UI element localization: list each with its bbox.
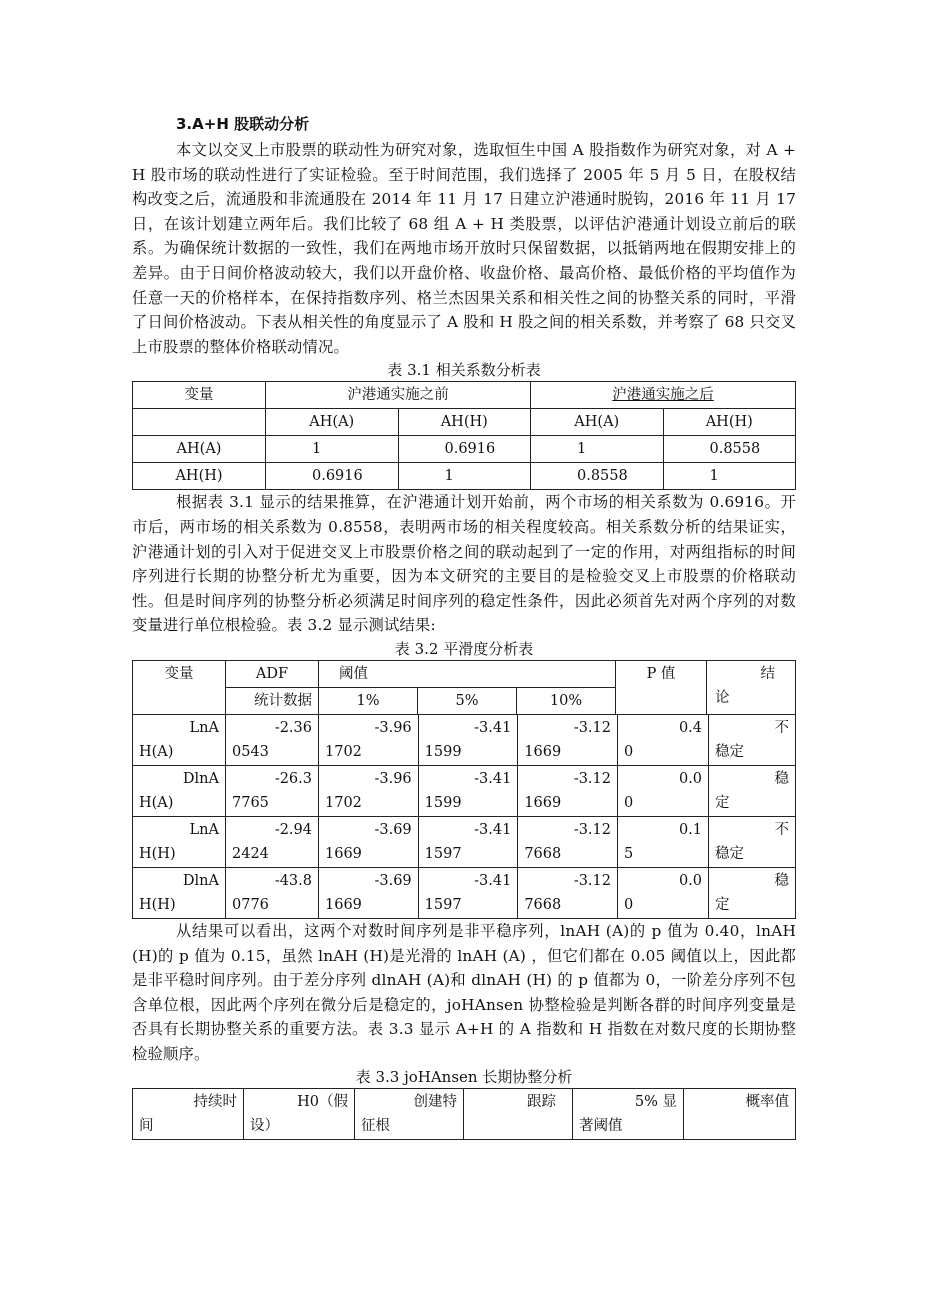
cell-line-top: -3.41	[474, 821, 512, 838]
table-cell	[133, 1089, 244, 1140]
table-cell: 1	[266, 436, 399, 463]
table-cell: 0.6916	[398, 436, 531, 463]
cell-line-top: 稳	[774, 770, 789, 787]
table-cell: 1	[398, 463, 531, 490]
cell-line: 间	[139, 1118, 154, 1135]
table-cell	[226, 765, 319, 816]
cell-line-top: -3.69	[374, 821, 412, 838]
table-cell	[684, 1089, 796, 1140]
cell-line: 概率值	[745, 1094, 789, 1111]
table-cell	[618, 714, 709, 765]
cell-line-top: -3.12	[573, 821, 611, 838]
table-cell: AH(A)	[133, 436, 266, 463]
header-conclusion-line1: 结	[760, 665, 775, 682]
cell-line-bottom: 1702	[325, 794, 362, 811]
table-cell	[709, 714, 796, 765]
table-cell	[418, 765, 518, 816]
header-threshold: 阈值	[319, 660, 616, 687]
cell-line-top: -3.69	[374, 872, 412, 889]
cell-line-bottom: 1669	[524, 743, 562, 760]
table-cell	[133, 409, 266, 436]
header-p: P 值	[616, 660, 707, 714]
table-cell: 1	[531, 436, 664, 463]
table-row	[133, 463, 796, 490]
table-row	[133, 660, 796, 687]
cell-line-bottom: H(H)	[139, 896, 176, 913]
table-row	[133, 1089, 796, 1140]
cell-line-top: 稳	[774, 872, 789, 889]
cell-line-bottom: H(A)	[139, 743, 174, 760]
table-row	[133, 409, 796, 436]
cell-line-bottom: 1669	[524, 794, 562, 811]
table-cell	[418, 867, 518, 918]
header-adf: ADF	[226, 660, 319, 687]
cell-line-bottom: 1702	[325, 743, 362, 760]
cell-line-top: 0.1	[678, 821, 702, 838]
cell-line-bottom: 1669	[325, 845, 362, 862]
cell-line-bottom: 0	[624, 743, 634, 760]
cell-line-bottom: 7668	[524, 896, 562, 913]
cell-line-bottom: 7668	[524, 845, 562, 862]
cell-line-bottom: 1597	[424, 845, 462, 862]
table-row	[133, 867, 796, 918]
table-cell	[133, 765, 226, 816]
table-cell	[709, 816, 796, 867]
paragraph-intro: 本文以交叉上市股票的联动性为研究对象，选取恒生中国 A 股指数作为研究对象，对 A + H 股市场的联动性进行了实证检验。至于时间范围，我们选择了 2005 年 5 月 5 日，在股权结构改变之后，流通股和非流通股在 2014 年 11 月 17 日建立沪港通时脱钩，2016 年 11 月 17 日，在该计划建立两年后。我们比较了 68 组 A + H 类股票，以评估沪港通计划设立前后的联系。为确保统计数据的一致性，我们在两地市场开放时只保留数据，以抵销两地在假期安排上的差异。由于日间价格波动较大，我们以开盘价格、收盘价格、最高价格、最低价格的平均值作为任意一天的价格样本，在保持指数序列、格兰杰因果关系和相关性之间的协整关系的同时，平滑了日间价格波动。下表从相关性的角度显示了 A 股和 H 股之间的相关系数，并考察了 68 只交叉上市股票的整体价格联动情况。	[132, 141, 796, 356]
cell-line-top: LnA	[189, 821, 219, 838]
table-cell	[573, 1089, 684, 1140]
table-cell	[319, 714, 419, 765]
header-before: 沪港通实施之前	[266, 382, 531, 409]
table-cell	[518, 714, 618, 765]
cell-line-bottom: 1599	[424, 743, 462, 760]
table1-caption: 表 3.1 相关系数分析表	[387, 361, 541, 380]
subheader-cell: AH(H)	[663, 409, 796, 436]
cell-line: 5% 显	[634, 1094, 677, 1111]
cell-line-bottom: 稳定	[715, 743, 744, 760]
table-cell	[464, 1089, 573, 1140]
cell-line-top: -43.8	[274, 872, 312, 889]
cell-line-bottom: H(H)	[139, 845, 176, 862]
cell-line: 著阈值	[579, 1118, 623, 1135]
cell-line-top: -26.3	[274, 770, 312, 787]
table-cell	[618, 765, 709, 816]
cell-line: 创建特	[413, 1094, 457, 1111]
cell-line-top: -3.12	[573, 770, 611, 787]
subheader-cell: AH(H)	[398, 409, 531, 436]
cell-line-top: 0.4	[678, 719, 702, 736]
table-cell	[226, 714, 319, 765]
correlation-table	[132, 381, 796, 490]
cell-line-top: 0.0	[678, 872, 702, 889]
cell-line-bottom: 5	[624, 845, 634, 862]
cell-line-bottom: 2424	[232, 845, 269, 862]
cell-line-bottom: 1669	[325, 896, 362, 913]
table-cell: AH(H)	[133, 463, 266, 490]
table-cell	[618, 816, 709, 867]
table2-caption: 表 3.2 平滑度分析表	[394, 639, 534, 658]
table-cell: 0.6916	[266, 463, 399, 490]
cell-line: 设）	[250, 1118, 279, 1135]
cell-line-top: DlnA	[182, 872, 219, 889]
table-row	[133, 714, 796, 765]
subheader-cell: AH(A)	[266, 409, 399, 436]
cell-line-top: 0.0	[678, 770, 702, 787]
table-cell	[418, 816, 518, 867]
cell-line-bottom: 0776	[232, 896, 269, 913]
header-1pct: 1%	[319, 687, 418, 714]
cell-line-bottom: 0	[624, 794, 634, 811]
subheader-cell: AH(A)	[531, 409, 664, 436]
cell-line-top: -3.96	[374, 719, 412, 736]
table-cell	[133, 867, 226, 918]
table3-caption: 表 3.3 joHAnsen 长期协整分析	[355, 1068, 573, 1087]
cell-line-top: 不	[774, 821, 789, 838]
cell-line-bottom: 定	[715, 794, 730, 811]
table-cell: 0.8558	[531, 463, 664, 490]
cell-line-bottom: 稳定	[715, 845, 744, 862]
cell-line-top: -2.94	[274, 821, 312, 838]
cell-line-bottom: H(A)	[139, 794, 174, 811]
table-cell	[133, 714, 226, 765]
cell-line-bottom: 1597	[424, 896, 462, 913]
table-cell	[244, 1089, 355, 1140]
table-cell	[319, 816, 419, 867]
header-5pct: 5%	[418, 687, 517, 714]
table-row	[133, 436, 796, 463]
table-cell	[133, 816, 226, 867]
table-cell	[355, 1089, 464, 1140]
table-cell	[618, 867, 709, 918]
cell-line-bottom: 7765	[232, 794, 269, 811]
header-adf-sub: 统计数据	[226, 687, 319, 714]
table-cell	[319, 765, 419, 816]
document-page	[132, 112, 796, 1140]
table-cell: 1	[663, 463, 796, 490]
table-cell	[518, 765, 618, 816]
johansen-table	[132, 1088, 796, 1140]
paragraph-correlation: 根据表 3.1 显示的结果推算，在沪港通计划开始前，两个市场的相关系数为 0.6916。开市后，两市场的相关系数为 0.8558，表明两市场的相关程度较高。相关系数分析的结果证实，沪港通计划的引入对于促进交叉上市股票价格之间的联动起到了一定的作用，对两组指标的时间序列进行长期的协整分析尤为重要，因为本文研究的主要目的是检验交叉上市股票的价格联动性。但是时间序列的协整分析必须满足时间序列的稳定性条件，因此必须首先对两个序列的对数变量进行单位根检验。表 3.2 显示测试结果:	[132, 493, 796, 635]
table-row	[133, 765, 796, 816]
cell-line-bottom: 定	[715, 896, 730, 913]
table-cell	[418, 714, 518, 765]
cell-line-top: LnA	[189, 719, 219, 736]
header-conclusion-line2: 论	[715, 689, 730, 706]
cell-line-top: -3.41	[474, 770, 512, 787]
table-cell	[226, 867, 319, 918]
cell-line-top: DlnA	[182, 770, 219, 787]
stationarity-table	[132, 660, 796, 715]
header-after: 沪港通实施之后	[531, 382, 796, 409]
cell-line-top: -3.96	[374, 770, 412, 787]
header-10pct: 10%	[517, 687, 616, 714]
cell-line-top: -3.41	[474, 719, 512, 736]
cell-line-top: -2.36	[274, 719, 312, 736]
table-cell: 0.8558	[663, 436, 796, 463]
stationarity-table-body	[132, 714, 796, 919]
cell-line: 跟踪	[527, 1094, 556, 1111]
cell-line-top: -3.12	[573, 872, 611, 889]
paragraph-results: 从结果可以看出，这两个对数时间序列是非平稳序列，lnAH (A)的 p 值为 0.40，lnAH (H)的 p 值为 0.15，虽然 lnAH (H)是光滑的 lnAH (A) ，但它们都在 0.05 阈值以上，因此都是非平稳时间序列。由于差分序列 dlnAH (A)和 dlnAH (H) 的 p 值都为 0，一阶差分序列不包含单位根，因此两个序列在微分后是稳定的，joHAnsen 协整检验是判断各群的时间序列变量是否具有长期协整关系的重要方法。表 3.3 显示 A+H 的 A 指数和 H 指数在对数尺度的长期协整检验顺序。	[132, 921, 796, 1063]
table-cell	[709, 867, 796, 918]
table-cell	[518, 867, 618, 918]
section-heading: 3.A+H 股联动分析	[176, 115, 310, 133]
header-variable: 变量	[133, 660, 226, 714]
cell-line-top: 不	[774, 719, 789, 736]
table-cell	[319, 867, 419, 918]
cell-line: 征根	[361, 1118, 390, 1135]
table-cell	[226, 816, 319, 867]
cell-line: H0（假	[297, 1094, 348, 1111]
cell-line-top: -3.12	[573, 719, 611, 736]
cell-line-bottom: 1599	[424, 794, 462, 811]
table-row	[133, 816, 796, 867]
cell-line-top: -3.41	[474, 872, 512, 889]
cell-line-bottom: 0543	[232, 743, 269, 760]
header-conclusion	[707, 660, 796, 714]
table-cell	[709, 765, 796, 816]
cell-line-bottom: 0	[624, 896, 634, 913]
header-variable: 变量	[133, 382, 266, 409]
table-cell	[518, 816, 618, 867]
table-row	[133, 382, 796, 409]
cell-line: 持续时	[193, 1094, 237, 1111]
